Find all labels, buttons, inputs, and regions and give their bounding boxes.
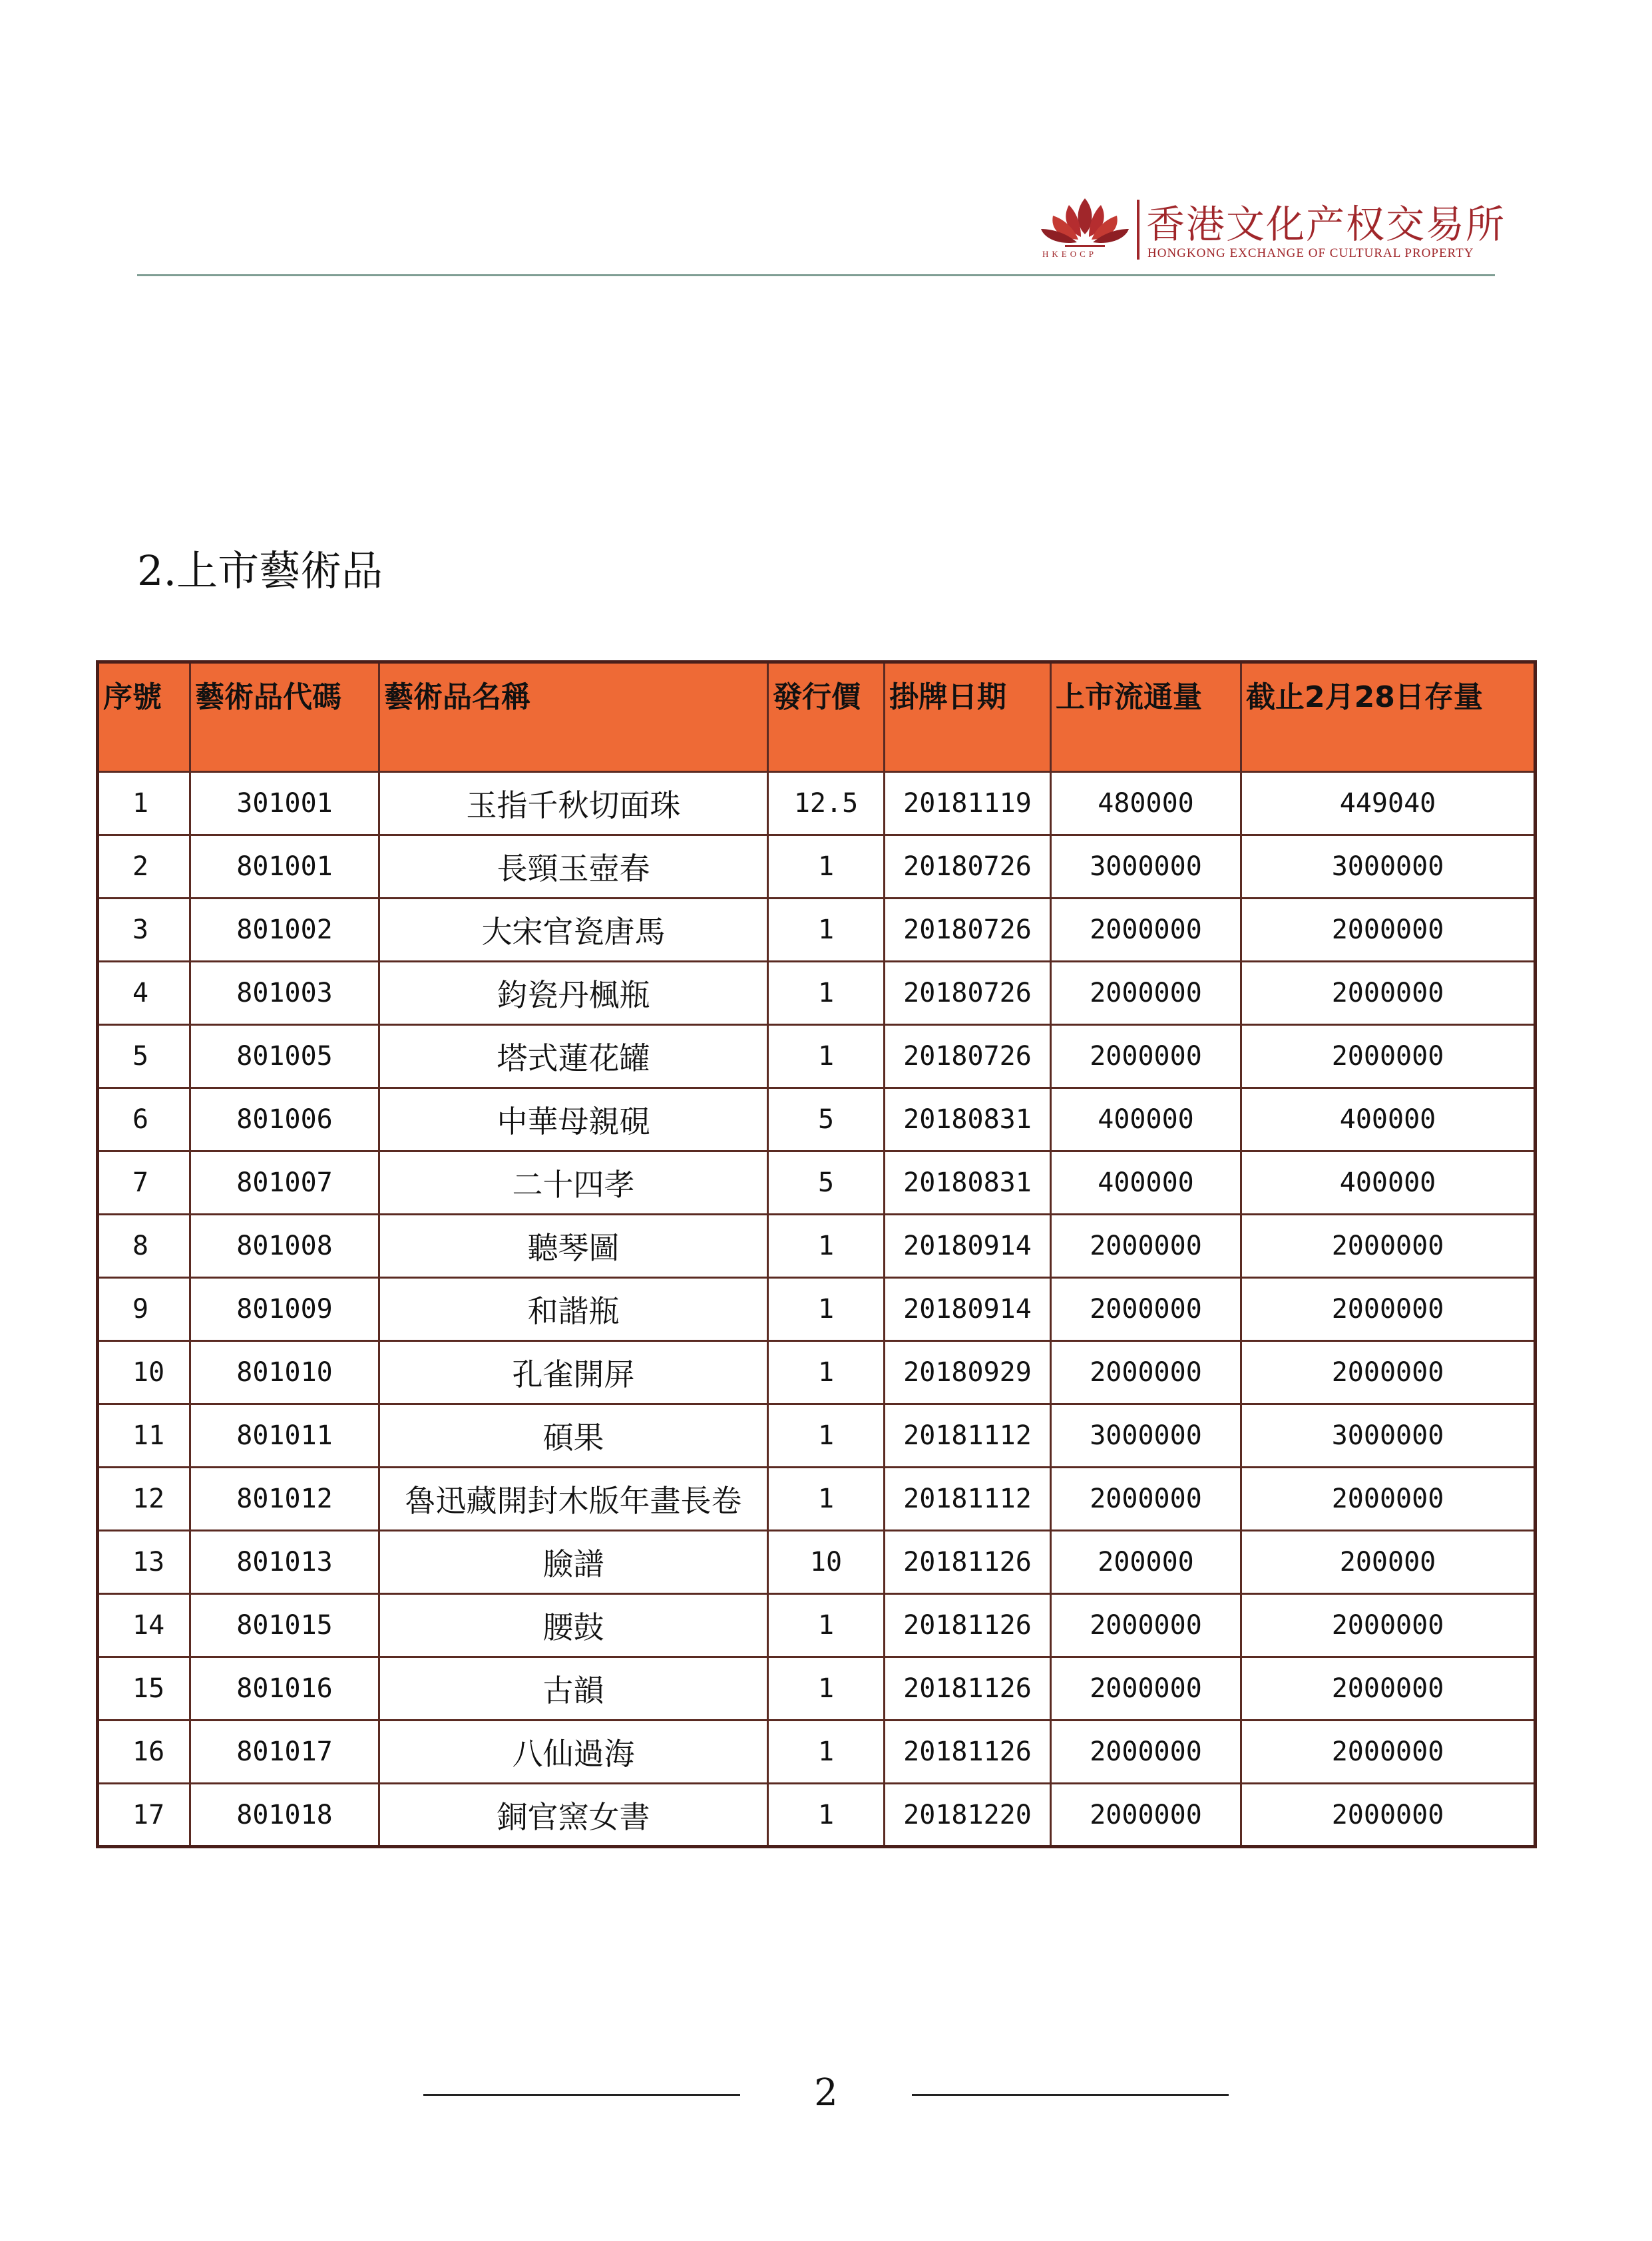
sequence-cell: 16 (98, 1721, 190, 1784)
circulation-cell: 480000 (1051, 772, 1241, 835)
issue-price-cell: 1 (768, 1594, 885, 1657)
column-header: 掛牌日期 (885, 662, 1051, 772)
issue-price-cell: 1 (768, 1278, 885, 1341)
circulation-cell: 2000000 (1051, 1784, 1241, 1847)
table-row (98, 899, 1536, 962)
sequence-cell: 11 (98, 1404, 190, 1468)
issue-price-cell: 1 (768, 962, 885, 1025)
circulation-cell: 2000000 (1051, 1025, 1241, 1088)
artwork-code-cell: 801010 (190, 1341, 379, 1404)
issue-price-cell: 1 (768, 899, 885, 962)
table-row (98, 1025, 1536, 1088)
sequence-cell: 15 (98, 1657, 190, 1721)
footer-divider-right (912, 2094, 1229, 2096)
stock-cell: 2000000 (1241, 1468, 1536, 1531)
logo-chinese-name: 香港文化产权交易所 (1146, 202, 1506, 247)
listing-date-cell: 20180726 (885, 899, 1051, 962)
stock-cell: 2000000 (1241, 1215, 1536, 1278)
table-row (98, 1784, 1536, 1847)
circulation-cell: 400000 (1051, 1088, 1241, 1151)
artwork-name-cell: 鈞瓷丹楓瓶 (379, 962, 768, 1025)
artwork-code-cell: 801016 (190, 1657, 379, 1721)
circulation-cell: 2000000 (1051, 1278, 1241, 1341)
artwork-name-cell: 碩果 (379, 1404, 768, 1468)
stock-cell: 400000 (1241, 1088, 1536, 1151)
stock-cell: 449040 (1241, 772, 1536, 835)
circulation-cell: 200000 (1051, 1531, 1241, 1594)
sequence-cell: 8 (98, 1215, 190, 1278)
listing-date-cell: 20180726 (885, 1025, 1051, 1088)
artwork-name-cell: 孔雀開屏 (379, 1341, 768, 1404)
artwork-code-cell: 801013 (190, 1531, 379, 1594)
table-row (98, 1657, 1536, 1721)
listing-date-cell: 20180914 (885, 1278, 1051, 1341)
sequence-cell: 17 (98, 1784, 190, 1847)
stock-cell: 200000 (1241, 1531, 1536, 1594)
artwork-name-cell: 銅官窯女書 (379, 1784, 768, 1847)
artwork-code-cell: 801011 (190, 1404, 379, 1468)
artwork-code-cell: 301001 (190, 772, 379, 835)
circulation-cell: 2000000 (1051, 899, 1241, 962)
circulation-cell: 2000000 (1051, 1657, 1241, 1721)
stock-cell: 2000000 (1241, 1341, 1536, 1404)
artwork-name-cell: 長頸玉壺春 (379, 835, 768, 899)
listing-date-cell: 20181112 (885, 1468, 1051, 1531)
section-heading: 2.上市藝術品 (137, 546, 383, 595)
column-header: 藝術品名稱 (379, 662, 768, 772)
table-body (98, 772, 1536, 1847)
listing-date-cell: 20180726 (885, 835, 1051, 899)
circulation-cell: 2000000 (1051, 1341, 1241, 1404)
artwork-code-cell: 801003 (190, 962, 379, 1025)
sequence-cell: 7 (98, 1151, 190, 1215)
circulation-cell: 2000000 (1051, 1594, 1241, 1657)
artwork-code-cell: 801018 (190, 1784, 379, 1847)
circulation-cell: 2000000 (1051, 1215, 1241, 1278)
header-divider (137, 274, 1495, 276)
artwork-code-cell: 801006 (190, 1088, 379, 1151)
table-row (98, 1088, 1536, 1151)
sequence-cell: 3 (98, 899, 190, 962)
table-row (98, 1531, 1536, 1594)
listing-date-cell: 20180914 (885, 1215, 1051, 1278)
stock-cell: 2000000 (1241, 1278, 1536, 1341)
sequence-cell: 10 (98, 1341, 190, 1404)
sequence-cell: 4 (98, 962, 190, 1025)
sequence-cell: 14 (98, 1594, 190, 1657)
issue-price-cell: 10 (768, 1531, 885, 1594)
issue-price-cell: 5 (768, 1151, 885, 1215)
listing-date-cell: 20181126 (885, 1594, 1051, 1657)
stock-cell: 400000 (1241, 1151, 1536, 1215)
sequence-cell: 6 (98, 1088, 190, 1151)
listing-date-cell: 20180726 (885, 962, 1051, 1025)
stock-cell: 3000000 (1241, 835, 1536, 899)
table-header (98, 662, 1536, 772)
sequence-cell: 13 (98, 1531, 190, 1594)
table-row (98, 772, 1536, 835)
logo-english-name: HONGKONG EXCHANGE OF CULTURAL PROPERTY (1147, 246, 1474, 260)
column-header: 截止2月28日存量 (1241, 662, 1536, 772)
artwork-code-cell: 801017 (190, 1721, 379, 1784)
listing-date-cell: 20180831 (885, 1088, 1051, 1151)
listing-date-cell: 20181112 (885, 1404, 1051, 1468)
listing-date-cell: 20181126 (885, 1531, 1051, 1594)
issue-price-cell: 1 (768, 1784, 885, 1847)
issue-price-cell: 1 (768, 1025, 885, 1088)
logo-divider (1137, 200, 1139, 260)
table-row (98, 1468, 1536, 1531)
table-header-row (98, 662, 1536, 772)
listing-date-cell: 20181126 (885, 1721, 1051, 1784)
artwork-name-cell: 魯迅藏開封木版年畫長卷 (379, 1468, 768, 1531)
listing-date-cell: 20181220 (885, 1784, 1051, 1847)
artwork-name-cell: 和諧瓶 (379, 1278, 768, 1341)
column-header: 藝術品代碼 (190, 662, 379, 772)
artwork-name-cell: 古韻 (379, 1657, 768, 1721)
stock-cell: 2000000 (1241, 962, 1536, 1025)
page-number: 2 (814, 2071, 838, 2115)
listed-artworks-table (96, 660, 1537, 1848)
artwork-name-cell: 臉譜 (379, 1531, 768, 1594)
logo-abbreviation: HKEOCP (1042, 249, 1098, 259)
footer-divider-left (423, 2094, 740, 2096)
artwork-name-cell: 腰鼓 (379, 1594, 768, 1657)
stock-cell: 2000000 (1241, 1025, 1536, 1088)
table-row (98, 1594, 1536, 1657)
table-row (98, 835, 1536, 899)
column-header: 上市流通量 (1051, 662, 1241, 772)
artwork-code-cell: 801015 (190, 1594, 379, 1657)
artwork-code-cell: 801012 (190, 1468, 379, 1531)
issue-price-cell: 1 (768, 1468, 885, 1531)
stock-cell: 2000000 (1241, 1784, 1536, 1847)
artwork-code-cell: 801001 (190, 835, 379, 899)
issue-price-cell: 12.5 (768, 772, 885, 835)
artwork-name-cell: 中華母親硯 (379, 1088, 768, 1151)
issue-price-cell: 1 (768, 1215, 885, 1278)
sequence-cell: 1 (98, 772, 190, 835)
sequence-cell: 5 (98, 1025, 190, 1088)
artwork-code-cell: 801008 (190, 1215, 379, 1278)
listing-date-cell: 20181119 (885, 772, 1051, 835)
artwork-name-cell: 聽琴圖 (379, 1215, 768, 1278)
sequence-cell: 2 (98, 835, 190, 899)
table-row (98, 962, 1536, 1025)
table-row (98, 1404, 1536, 1468)
listing-date-cell: 20181126 (885, 1657, 1051, 1721)
artwork-name-cell: 二十四孝 (379, 1151, 768, 1215)
table-row (98, 1151, 1536, 1215)
stock-cell: 2000000 (1241, 1721, 1536, 1784)
column-header: 序號 (98, 662, 190, 772)
listing-date-cell: 20180831 (885, 1151, 1051, 1215)
sequence-cell: 9 (98, 1278, 190, 1341)
table-row (98, 1721, 1536, 1784)
artwork-name-cell: 大宋官瓷唐馬 (379, 899, 768, 962)
circulation-cell: 2000000 (1051, 1468, 1241, 1531)
issue-price-cell: 5 (768, 1088, 885, 1151)
circulation-cell: 2000000 (1051, 1721, 1241, 1784)
artwork-code-cell: 801002 (190, 899, 379, 962)
issue-price-cell: 1 (768, 1341, 885, 1404)
issue-price-cell: 1 (768, 835, 885, 899)
listing-date-cell: 20180929 (885, 1341, 1051, 1404)
artwork-name-cell: 玉指千秋切面珠 (379, 772, 768, 835)
stock-cell: 2000000 (1241, 1657, 1536, 1721)
stock-cell: 2000000 (1241, 1594, 1536, 1657)
circulation-cell: 3000000 (1051, 1404, 1241, 1468)
issue-price-cell: 1 (768, 1721, 885, 1784)
stock-cell: 3000000 (1241, 1404, 1536, 1468)
circulation-cell: 3000000 (1051, 835, 1241, 899)
table-row (98, 1278, 1536, 1341)
artwork-code-cell: 801005 (190, 1025, 379, 1088)
circulation-cell: 2000000 (1051, 962, 1241, 1025)
artwork-code-cell: 801007 (190, 1151, 379, 1215)
circulation-cell: 400000 (1051, 1151, 1241, 1215)
artwork-name-cell: 塔式蓮花罐 (379, 1025, 768, 1088)
table-row (98, 1215, 1536, 1278)
artwork-name-cell: 八仙過海 (379, 1721, 768, 1784)
stock-cell: 2000000 (1241, 899, 1536, 962)
artwork-code-cell: 801009 (190, 1278, 379, 1341)
table-row (98, 1341, 1536, 1404)
column-header: 發行價 (768, 662, 885, 772)
issue-price-cell: 1 (768, 1404, 885, 1468)
sequence-cell: 12 (98, 1468, 190, 1531)
issue-price-cell: 1 (768, 1657, 885, 1721)
